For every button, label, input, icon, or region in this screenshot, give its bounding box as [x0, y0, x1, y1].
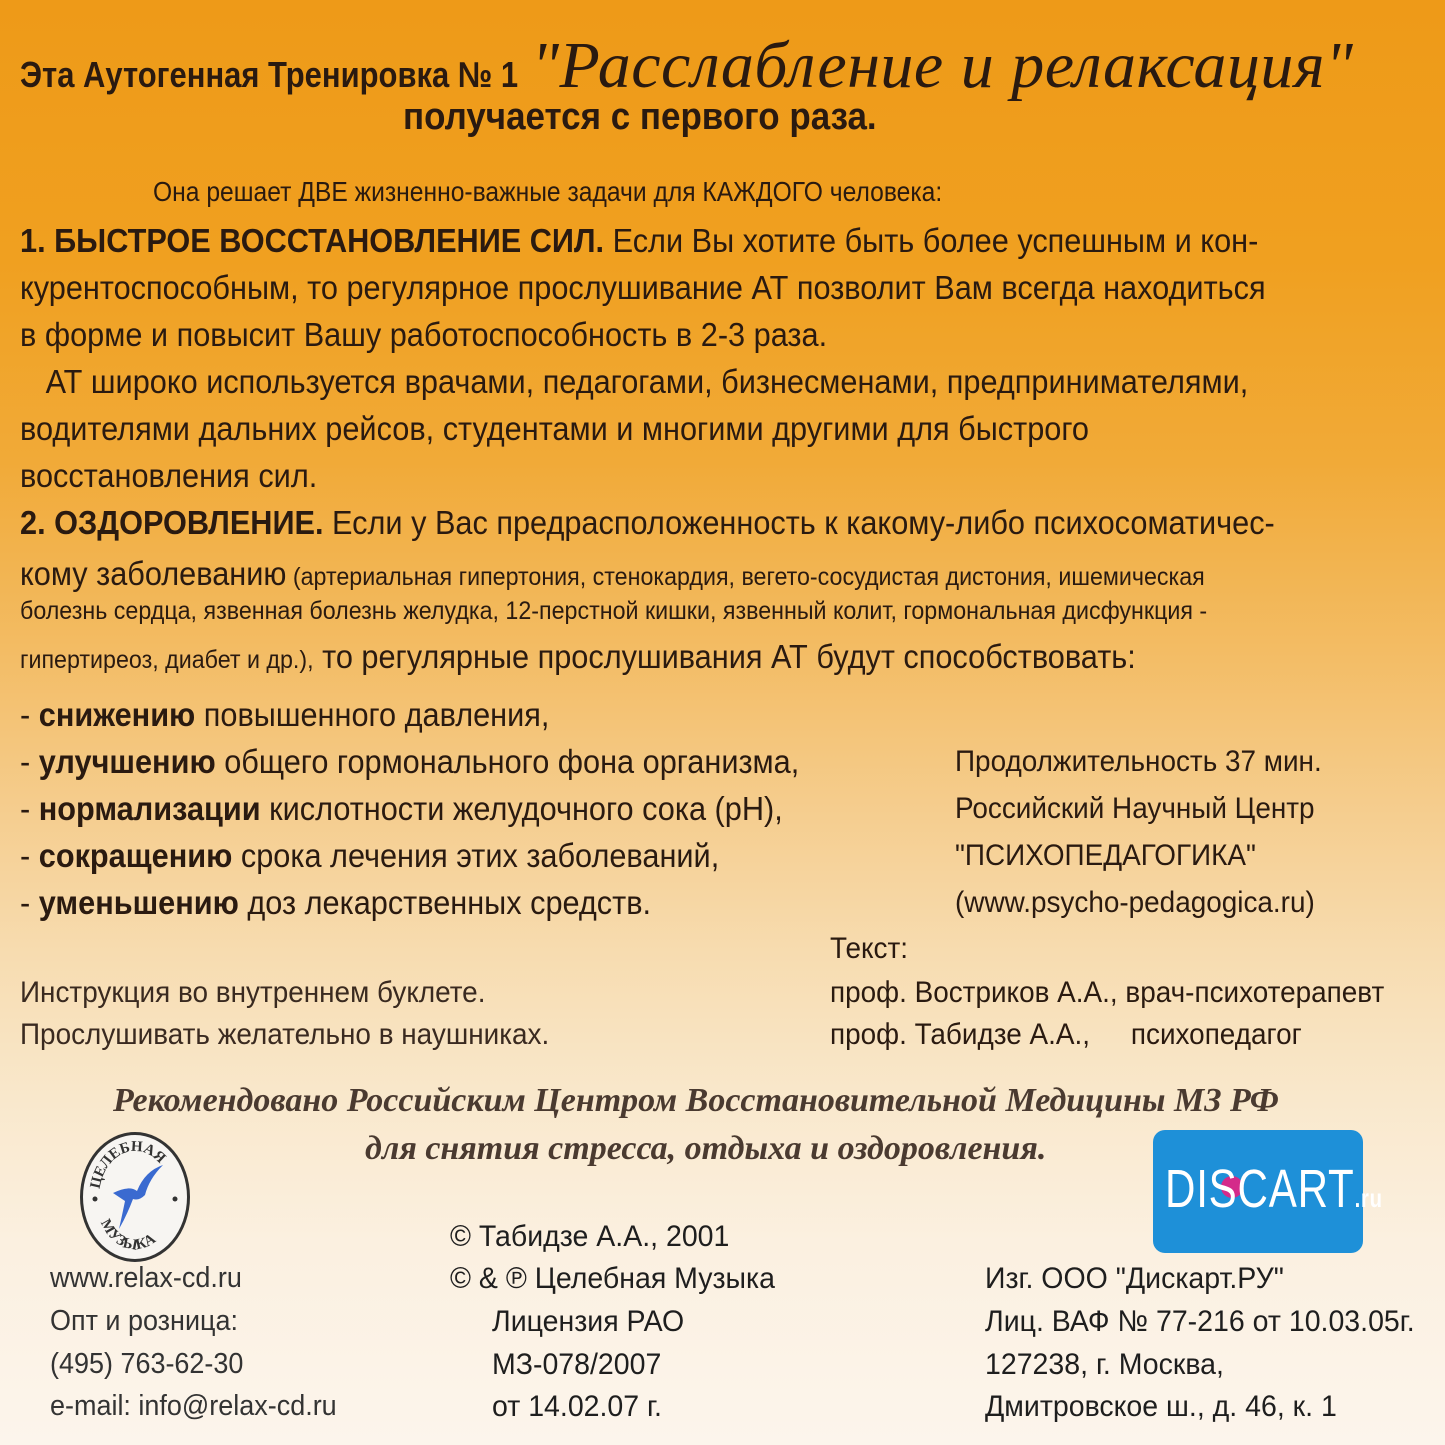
discart-logo: DISCART.ru [1153, 1130, 1363, 1253]
manufacturer-address: Дмитровское ш., д. 46, к. 1 [985, 1390, 1337, 1423]
section2-heading: 2. ОЗДОРОВЛЕНИЕ. [20, 504, 324, 541]
benefit-item: - нормализации кислотности желудочного сока (pH), [20, 790, 783, 827]
section1-line-1: 1. БЫСТРОЕ ВОССТАНОВЛЕНИЕ СИЛ. Если Вы хотите быть более успешным и кон- [20, 222, 1259, 259]
section1-line-2: курентоспособным, то регулярное прослушивание АТ позволит Вам всегда находиться [20, 269, 1266, 306]
benefit-item: - улучшению общего гормонального фона организма, [20, 743, 800, 780]
section1-line-6: восстановления сил. [20, 457, 318, 494]
research-center-url[interactable]: (www.psycho-pedagogica.ru) [955, 886, 1315, 919]
email-address[interactable]: e-mail: info@relax-cd.ru [50, 1390, 337, 1422]
svg-text:ЦЕЛЕБНАЯ: ЦЕЛЕБНАЯ [87, 1138, 169, 1191]
section1-heading: 1. БЫСТРОЕ ВОССТАНОВЛЕНИЕ СИЛ. [20, 222, 605, 259]
manufacturer-name: Изг. ООО "Дискарт.РУ" [985, 1262, 1284, 1295]
instruction-note: Инструкция во внутреннем буклете. [20, 976, 486, 1009]
subtitle: получается с первого раза. [403, 96, 877, 138]
page-title [20, 29, 1354, 103]
credit-author-2: проф. Табидзе А.А., психопедагог [830, 1018, 1302, 1051]
license-label: Лицензия РАО [492, 1305, 685, 1338]
license-date: от 14.02.07 г. [492, 1390, 662, 1423]
svg-text:МУЗЫКА: МУЗЫКА [96, 1216, 159, 1254]
title-prefix: Эта Аутогенная Тренировка № 1 [20, 54, 519, 95]
duration: Продолжительность 37 мин. [955, 745, 1322, 778]
copyright-line-1: © Табидзе А.А., 2001 [450, 1220, 730, 1253]
recommendation-line-1: Рекомендовано Российским Центром Восстановительной Медицины МЗ РФ [113, 1082, 1279, 1119]
section1-line-3: в форме и повысит Вашу работоспособность в 2-3 раза. [20, 316, 828, 353]
manufacturer-city: 127238, г. Москва, [985, 1348, 1224, 1381]
benefit-item: - уменьшению доз лекарственных средств. [20, 884, 652, 921]
copyright-line-2: © & ℗ Целебная Музыка [450, 1262, 775, 1295]
credit-author-1: проф. Востриков А.А., врач-психотерапевт [830, 976, 1385, 1009]
section1-line-4: АТ широко используется врачами, педагогами, бизнесменами, предпринимателями, [20, 363, 1249, 400]
section2-line-2: кому заболеванию (артериальная гипертония, стенокардия, вегето-сосудистая дистония, ишемическая [20, 555, 1205, 592]
recommendation-line-2: для снятия стресса, отдыха и оздоровления. [365, 1130, 1047, 1167]
headphones-note: Прослушивать желательно в наушниках. [20, 1018, 550, 1051]
sales-label: Опт и розница: [50, 1305, 238, 1337]
manufacturer-license: Лиц. ВАФ № 77-216 от 10.03.05г. [985, 1305, 1415, 1338]
section2-line-3: болезнь сердца, язвенная болезнь желудка, 12-перстной кишки, язвенный колит, гормональная дисфункция - [20, 597, 1208, 625]
website-link[interactable]: www.relax-cd.ru [50, 1262, 242, 1294]
intro-text: Она решает ДВЕ жизненно-важные задачи для КАЖДОГО человека: [153, 176, 943, 207]
album-title: "Расслабление и релаксация" [531, 29, 1354, 102]
research-center: Российский Научный Центр [955, 792, 1315, 825]
benefit-item: - сокращению срока лечения этих заболеваний, [20, 837, 720, 874]
section2-line-4: гипертиреоз, диабет и др.), то регулярные прослушивания АТ будут способствовать: [20, 638, 1136, 675]
research-center-name: "ПСИХОПЕДАГОГИКА" [955, 839, 1256, 872]
benefit-item: - снижению повышенного давления, [20, 696, 550, 733]
section2-line-1: 2. ОЗДОРОВЛЕНИЕ. Если у Вас предрасположенность к какому-либо психосоматичес- [20, 504, 1275, 541]
celebnaya-muzyka-logo [80, 1132, 190, 1262]
credits-label: Текст: [830, 932, 909, 965]
phone-number: (495) 763-62-30 [50, 1348, 244, 1380]
license-number: МЗ-078/2007 [492, 1348, 662, 1381]
seagull-icon [83, 1135, 187, 1259]
section1-line-5: водителями дальних рейсов, студентами и многими другими для быстрого [20, 410, 1089, 447]
